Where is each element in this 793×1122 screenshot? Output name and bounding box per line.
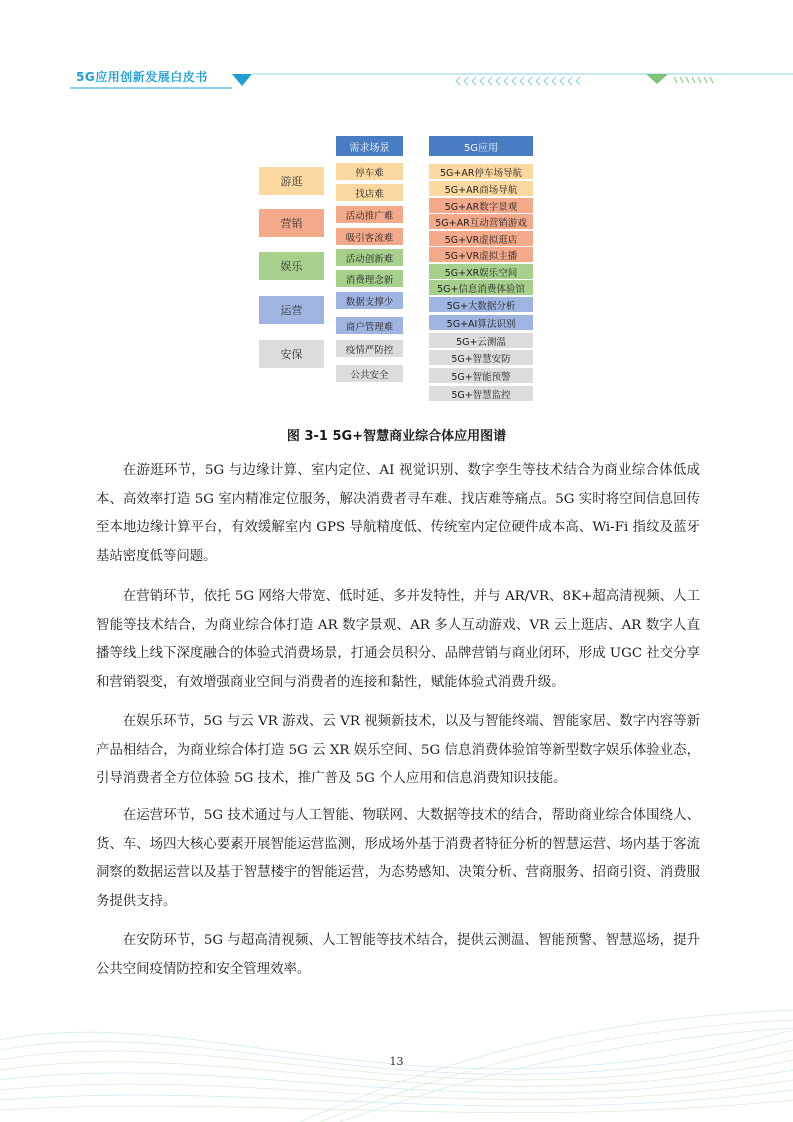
scene-item: 停车难 xyxy=(336,163,403,180)
scene-item: 找店难 xyxy=(336,184,403,201)
paragraph-tour: 在游逛环节，5G 与边缘计算、室内定位、AI 视觉识别、数字孪生等技术结合为商业综合体低成本、高效率打造 5G 室内精准定位服务，解决消费者寻车难、找店难等痛点。5G 实时将空间信息回传至本地边缘计算平台，有效缓解室内 GPS 导航精度低、传统室内定位硬件成本高、Wi-Fi 指纹及蓝牙基站密度低等问题。 xyxy=(96,463,700,564)
app-item: 5G+AR互动营销游戏 xyxy=(429,214,533,229)
paragraph-entertainment: 在娱乐环节，5G 与云 VR 游戏、云 VR 视频新技术，以及与智能终端、智能家居、数字内容等新产品相结合，为商业综合体打造 5G 云 XR 娱乐空间、5G 信息消费体验馆等新型数字娱乐体验业态，引导消费者全方位体验 5G 技术，推广普及 5G 个人应用和信息消费知识技能。 xyxy=(96,714,700,787)
app-item: 5G+智慧监控 xyxy=(429,386,533,401)
app-item: 5G+信息消费体验馆 xyxy=(429,280,533,295)
scene-item: 商户管理难 xyxy=(336,317,403,334)
category-tour: 游逛 xyxy=(259,167,324,195)
paragraph-operation: 在运营环节，5G 技术通过与人工智能、物联网、大数据等技术的结合，帮助商业综合体围绕人、货、车、场四大核心要素开展智能运营监测，形成场外基于消费者特征分析的智慧运营、场内基于客流洞察的数据运营以及基于智慧楼宇的智能运营，为态势感知、决策分析、营商服务、招商引资、消费服务提供支持。 xyxy=(96,808,700,909)
app-item: 5G+AI算法识别 xyxy=(429,315,533,330)
footer-wave-decoration xyxy=(0,980,793,1122)
scene-item: 活动推广难 xyxy=(336,206,403,223)
app-item: 5G+AR数字景观 xyxy=(429,198,533,213)
app-item: 5G+VR虚拟逛店 xyxy=(429,231,533,246)
paragraph-marketing: 在营销环节，依托 5G 网络大带宽、低时延、多并发特性，并与 AR/VR、8K+超高清视频、人工智能等技术结合，为商业综合体打造 AR 数字景观、AR 多人互动游戏、VR 云上逛店、AR 数字人直播等线上线下深度融合的体验式消费场景，打通会员积分、品牌营销与商业闭环，形成 UGC 社交分享和营销裂变，有效增强商业空间与消费者的连接和黏性，赋能体验式消费升级。 xyxy=(96,589,700,690)
scene-item: 活动创新难 xyxy=(336,249,403,266)
app-item: 5G+智慧安防 xyxy=(429,350,533,365)
category-security: 安保 xyxy=(259,340,324,368)
app-item: 5G+云测温 xyxy=(429,333,533,348)
category-operation: 运营 xyxy=(259,296,324,324)
scene-item: 数据支撑少 xyxy=(336,292,403,309)
category-marketing: 营销 xyxy=(259,209,324,237)
scene-item: 吸引客流难 xyxy=(336,228,403,245)
app-item: 5G+智能预警 xyxy=(429,368,533,383)
app-item: 5G+大数据分析 xyxy=(429,297,533,312)
scenes-header: 需求场景 xyxy=(336,136,403,156)
paragraph-security: 在安防环节，5G 与超高清视频、人工智能等技术结合，提供云测温、智能预警、智慧巡场，提升公共空间疫情防控和安全管理效率。 xyxy=(96,933,700,977)
scene-item: 疫情严防控 xyxy=(336,340,403,357)
app-item: 5G+XR娱乐空间 xyxy=(429,264,533,279)
page-number: 13 xyxy=(389,1055,404,1068)
application-map-figure xyxy=(248,127,541,405)
app-item: 5G+AR停车场导航 xyxy=(429,164,533,179)
scene-item: 公共安全 xyxy=(336,365,403,382)
app-item: 5G+VR虚拟主播 xyxy=(429,247,533,262)
header-title: 5G应用创新发展白皮书 xyxy=(76,70,208,84)
figure-caption: 图 3-1 5G+智慧商业综合体应用图谱 xyxy=(286,429,507,444)
header-decoration xyxy=(0,60,793,100)
category-entertainment: 娱乐 xyxy=(259,252,324,280)
scene-item: 消费理念新 xyxy=(336,270,403,287)
app-item: 5G+AR商场导航 xyxy=(429,181,533,196)
apps-header: 5G应用 xyxy=(429,136,533,156)
